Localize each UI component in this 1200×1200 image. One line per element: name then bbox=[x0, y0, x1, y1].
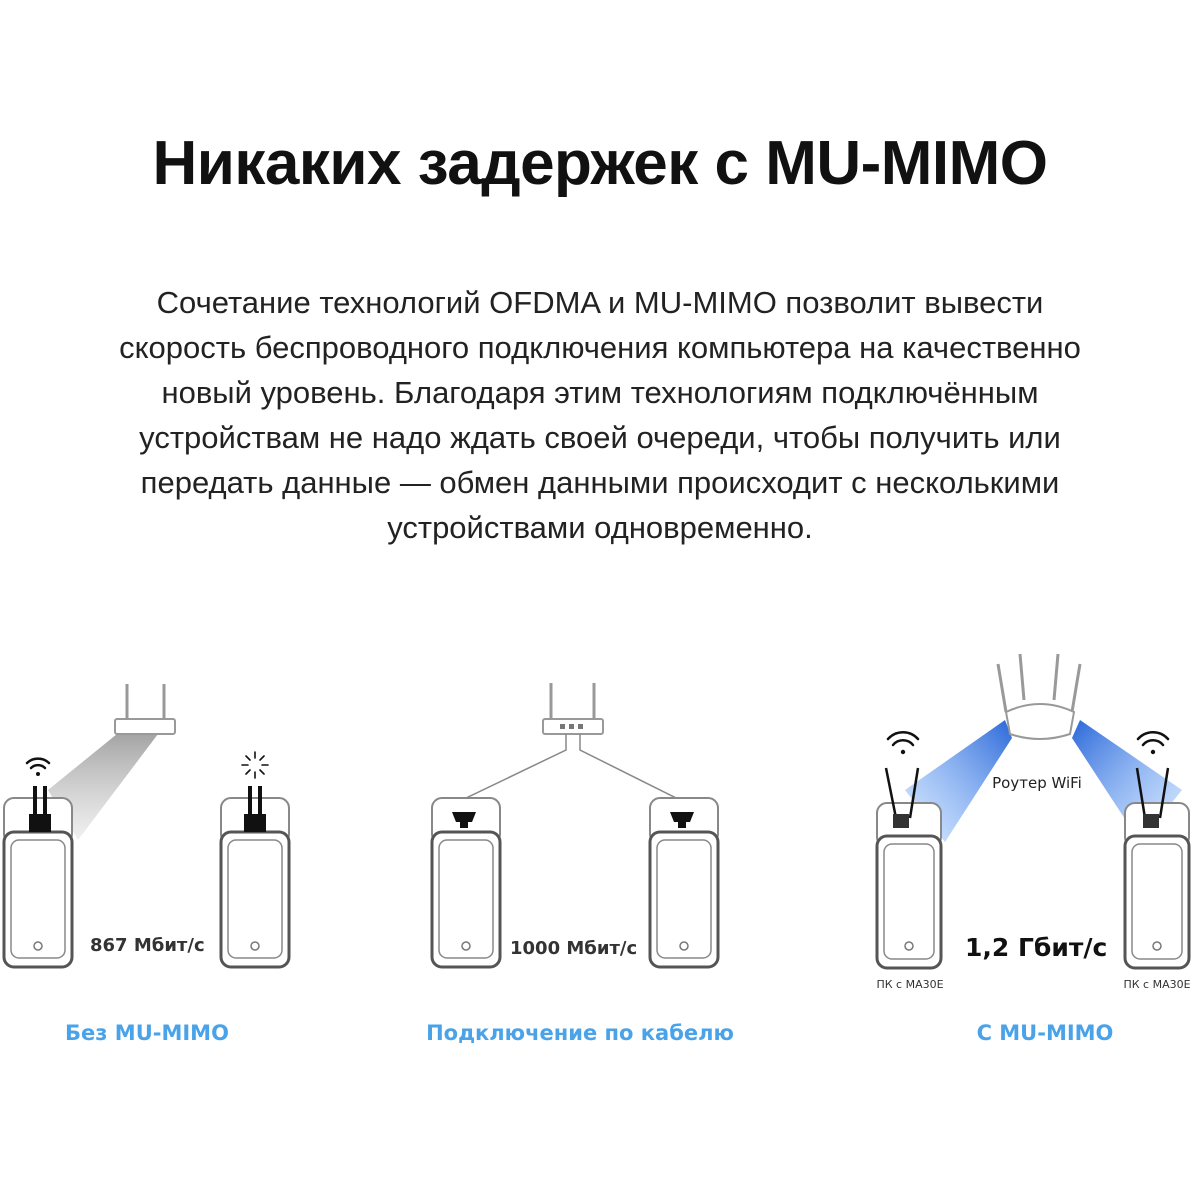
speed-label: 1000 Мбит/с bbox=[510, 938, 638, 959]
router-label: Роутер WiFi bbox=[992, 774, 1082, 792]
router-icon bbox=[998, 654, 1080, 739]
panel-without-mu-mimo bbox=[4, 684, 289, 1045]
caption-with-mu-mimo: С MU-MIMO bbox=[976, 1021, 1114, 1045]
wifi-signal-icon bbox=[27, 759, 49, 776]
caption-without-mu-mimo: Без MU-MIMO bbox=[65, 1021, 229, 1045]
pc-tower-icon bbox=[432, 798, 500, 967]
loading-spinner-icon bbox=[242, 752, 268, 778]
caption-cable: Подключение по кабелю bbox=[426, 1021, 734, 1045]
description-line: передать данные — обмен данными происходит с несколькими bbox=[140, 465, 1060, 500]
description-line: Сочетание технологий OFDMA и MU-MIMO позволит вывести bbox=[156, 285, 1044, 320]
panel-cable bbox=[426, 683, 734, 1045]
description-line: новый уровень. Благодаря этим технологиям подключённым bbox=[161, 375, 1039, 410]
description-line: скорость беспроводного подключения компьютера на качественно bbox=[119, 330, 1081, 365]
description-line: устройствами одновременно. bbox=[387, 510, 813, 545]
speed-label: 867 Мбит/с bbox=[90, 935, 205, 956]
pc-label: ПК с MA30E bbox=[876, 978, 944, 991]
page-title: Никаких задержек с MU-MIMO bbox=[152, 129, 1048, 198]
pc-label: ПК с MA30E bbox=[1123, 978, 1191, 991]
router-icon bbox=[115, 684, 175, 734]
router-icon bbox=[543, 683, 603, 734]
pc-tower-icon bbox=[650, 798, 718, 967]
panel-with-mu-mimo bbox=[876, 654, 1190, 1045]
speed-label: 1,2 Гбит/с bbox=[965, 933, 1108, 962]
description-line: устройствам не надо ждать своей очереди, чтобы получить или bbox=[139, 420, 1061, 455]
wifi-signal-icon bbox=[888, 732, 918, 754]
wifi-signal-icon bbox=[1138, 732, 1168, 754]
